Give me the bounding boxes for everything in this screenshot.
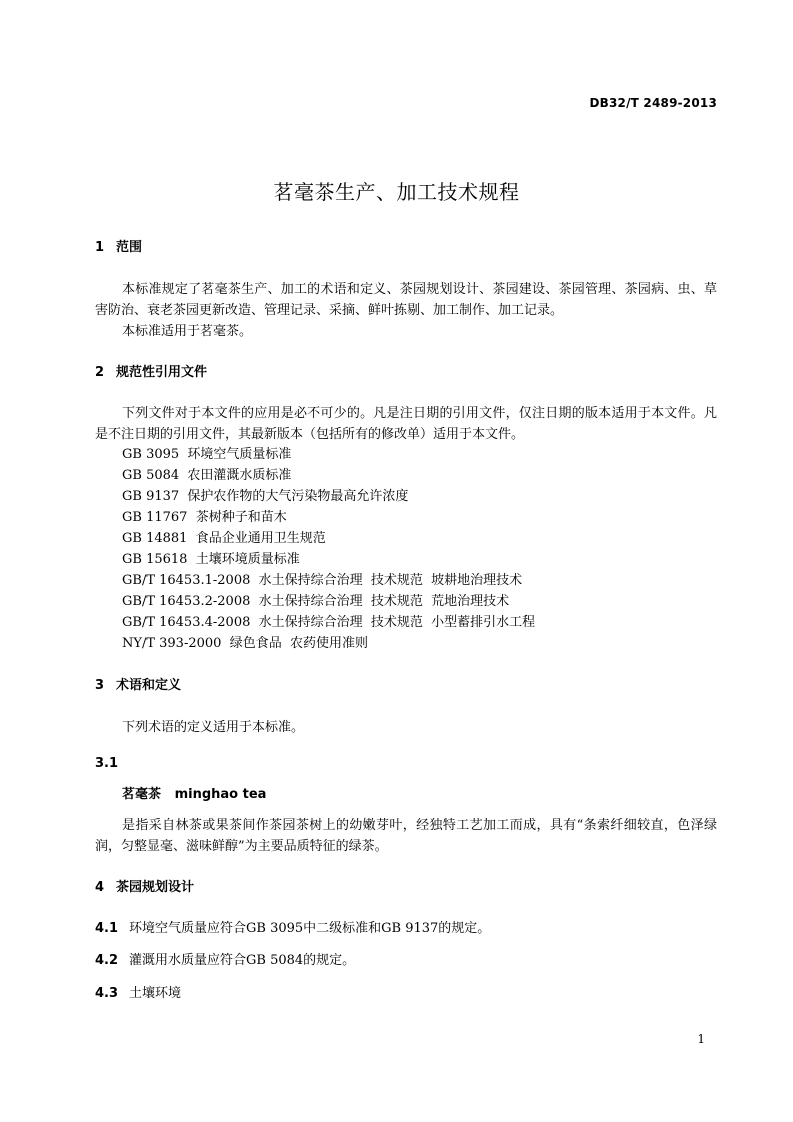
section-title: 术语和定义 bbox=[116, 678, 182, 693]
document-code: DB32/T 2489-2013 bbox=[589, 96, 717, 110]
reference-item: GB/T 16453.1-2008 水土保持综合治理 技术规范 坡耕地治理技术 bbox=[122, 573, 523, 588]
reference-item: GB 14881 食品企业通用卫生规范 bbox=[122, 531, 326, 546]
page-number: 1 bbox=[697, 1032, 705, 1046]
reference-item: GB 15618 土壤环境质量标准 bbox=[122, 552, 300, 567]
section-1-paragraph-1: 本标准规定了茗毫茶生产、加工的术语和定义、茶园规划设计、茶园建设、茶园管理、茶园病、虫、草害防治、衰老茶园更新改造、管理记录、采摘、鲜叶拣剔、加工制作、加工记录。 bbox=[95, 282, 717, 318]
clause-number: 4.2 bbox=[95, 953, 119, 968]
section-number: 2 bbox=[95, 365, 105, 380]
clause-4-2 bbox=[95, 953, 355, 969]
reference-item: GB 5084 农田灌溉水质标准 bbox=[122, 468, 292, 483]
term-definition: 是指采自林茶或果茶间作茶园茶树上的幼嫩芽叶，经独特工艺加工而成，具有“条索纤细较直，色泽绿润，匀整显毫、滋味鲜醇”为主要品质特征的绿茶。 bbox=[95, 818, 717, 854]
reference-item: NY/T 393-2000 绿色食品 农药使用准则 bbox=[122, 636, 368, 651]
term-entry: 茗毫茶 minghao tea bbox=[122, 787, 267, 802]
section-2-heading bbox=[95, 365, 207, 381]
reference-item: GB/T 16453.2-2008 水土保持综合治理 技术规范 荒地治理技术 bbox=[122, 594, 510, 609]
clause-number: 4.1 bbox=[95, 921, 119, 936]
section-number: 3 bbox=[95, 678, 105, 693]
clause-4-3 bbox=[95, 986, 181, 1002]
clause-text: 灌溉用水质量应符合GB 5084的规定。 bbox=[129, 953, 356, 968]
section-3-intro: 下列术语的定义适用于本标准。 bbox=[122, 720, 305, 735]
section-title: 规范性引用文件 bbox=[116, 365, 208, 380]
section-title: 茶园规划设计 bbox=[116, 880, 195, 895]
clause-text: 环境空气质量应符合GB 3095中二级标准和GB 9137的规定。 bbox=[129, 921, 491, 936]
page-title: 茗毫茶生产、加工技术规程 bbox=[273, 180, 520, 204]
section-title: 范围 bbox=[116, 240, 143, 255]
reference-item: GB/T 16453.4-2008 水土保持综合治理 技术规范 小型蓄排引水工程 bbox=[122, 615, 536, 630]
section-1-paragraph-2: 本标准适用于茗毫茶。 bbox=[122, 324, 253, 339]
clause-text: 土壤环境 bbox=[129, 986, 182, 1001]
section-number: 1 bbox=[95, 240, 105, 255]
reference-item: GB 3095 环境空气质量标准 bbox=[122, 447, 292, 462]
section-3-heading bbox=[95, 678, 181, 694]
reference-item: GB 11767 茶树种子和苗木 bbox=[122, 510, 287, 525]
subsection-number: 3.1 bbox=[95, 756, 119, 771]
clause-4-1 bbox=[95, 921, 490, 937]
clause-number: 4.3 bbox=[95, 986, 119, 1001]
section-1-heading bbox=[95, 240, 142, 256]
section-number: 4 bbox=[95, 880, 105, 895]
section-2-intro: 下列文件对于本文件的应用是必不可少的。凡是注日期的引用文件，仅注日期的版本适用于本文件。凡是不注日期的引用文件，其最新版本（包括所有的修改单）适用于本文件。 bbox=[95, 406, 717, 442]
reference-item: GB 9137 保护农作物的大气污染物最高允许浓度 bbox=[122, 489, 409, 504]
section-4-heading bbox=[95, 880, 194, 896]
